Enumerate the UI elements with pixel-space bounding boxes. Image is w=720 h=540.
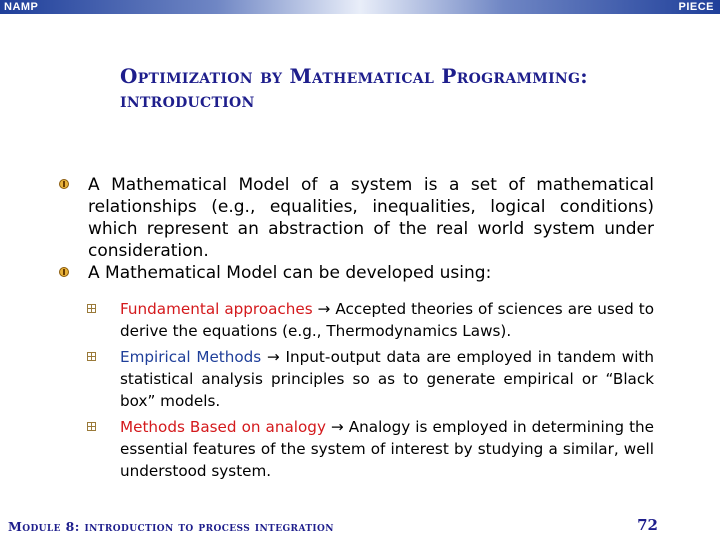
- bullet-text: A Mathematical Model can be developed using:: [88, 263, 492, 283]
- sub-term: Fundamental approaches: [120, 300, 313, 318]
- sub-bullet-item: [120, 346, 654, 412]
- page-number: 72: [637, 516, 658, 534]
- bullet-item: [88, 262, 654, 284]
- sub-bullet-icon: [87, 422, 96, 431]
- sub-bullet-item: [120, 416, 654, 482]
- sub-bullet-item: [120, 298, 654, 342]
- arrow-icon: →: [267, 348, 280, 366]
- slide-title-line1: Optimization by Mathematical Programming:: [120, 64, 588, 88]
- slide-title: [120, 64, 680, 112]
- slide-content: [88, 174, 654, 486]
- sub-bullet-icon: [87, 304, 96, 313]
- sub-bullet-icon: [87, 352, 96, 361]
- slide-title-line2: introduction: [120, 88, 255, 112]
- header-left-label: NAMP: [4, 1, 39, 13]
- sub-text: Analogy is employed in determining the essential features of the system of interest by studying a similar, well understood system.: [120, 418, 655, 480]
- sub-term: Empirical Methods: [120, 348, 262, 366]
- arrow-icon: →: [317, 300, 331, 318]
- header-right-label: PIECE: [678, 1, 714, 13]
- bullet-icon: [59, 267, 69, 277]
- bullet-item: [88, 174, 654, 262]
- sub-bullet-list: [120, 298, 654, 482]
- sub-text: Accepted theories of sciences are used to derive the equations (e.g., Thermodynamics Laws).: [120, 300, 654, 340]
- bullet-icon: [59, 179, 69, 189]
- sub-text: Input-output data are employed in tandem with statistical analysis principles so as to generate empirical or “Black box” models.: [120, 348, 655, 410]
- arrow-icon: →: [330, 418, 344, 436]
- footer-module-label: Module 8: introduction to process integration: [8, 519, 334, 534]
- sub-term: Methods Based on analogy: [120, 418, 326, 436]
- bullet-text: A Mathematical Model of a system is a set of mathematical relationships (e.g., equalities, inequalities, logical conditions) which represent an abstraction of the real world system under consideration.: [88, 175, 654, 261]
- header-bar: [0, 0, 720, 14]
